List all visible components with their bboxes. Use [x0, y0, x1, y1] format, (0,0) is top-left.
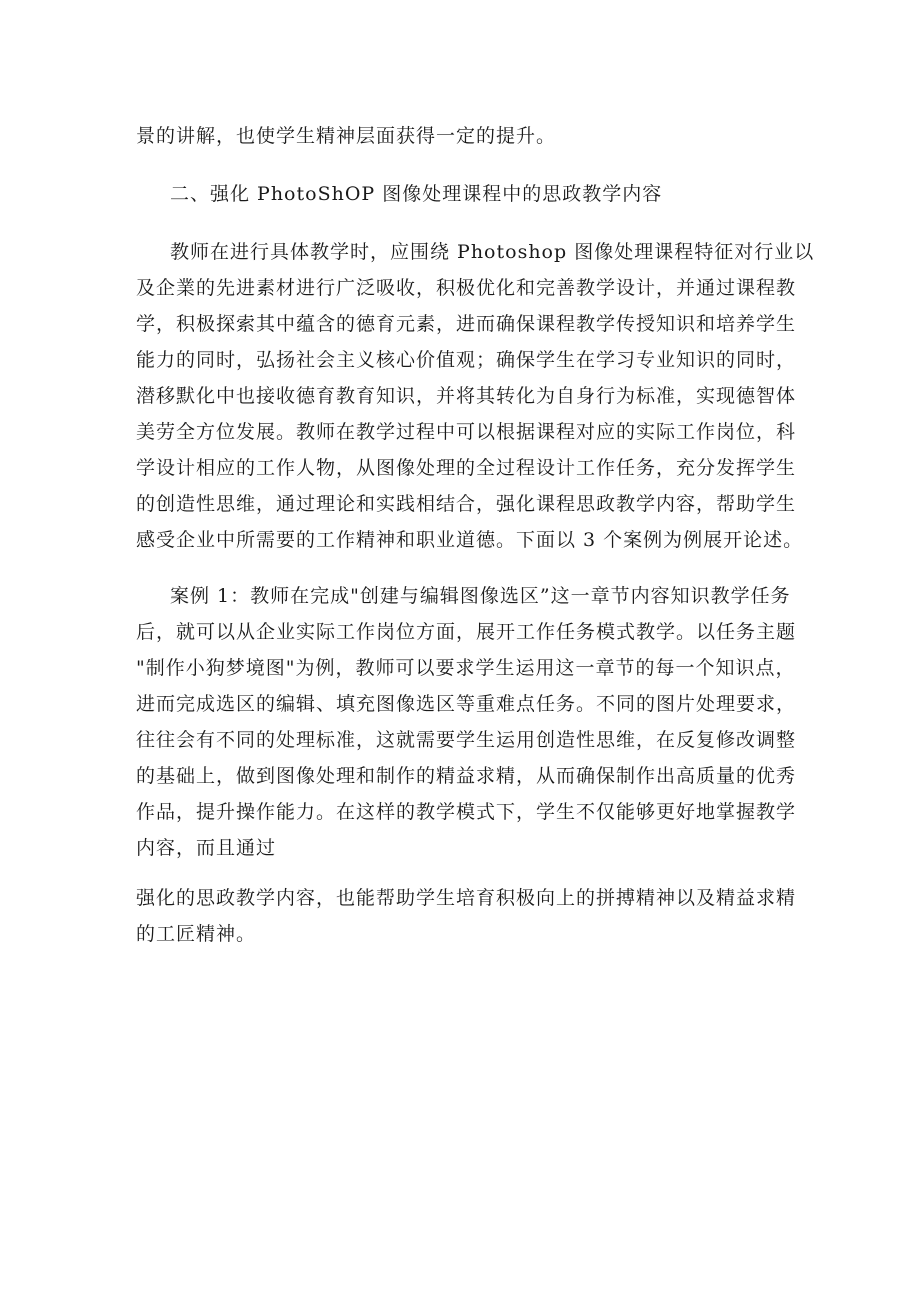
text-line: 后，就可以从企业实际工作岗位方面，展开工作任务模式教学。以任务主题	[136, 621, 797, 643]
text-line: 感受企业中所需要的工作精神和职业道德。下面以 3 个案例为例展开论述。	[136, 529, 804, 551]
text-line: 教师在进行具体教学时，应围绕 Photoshop 图像处理课程特征对行业以	[170, 241, 815, 263]
text-line: 往往会有不同的处理标准，这就需要学生运用创造性思维，在反复修改调整	[136, 729, 797, 751]
text-line: 内容，而且通过	[136, 837, 277, 859]
text-line: 学设计相应的工作人物，从图像处理的全过程设计工作任务，充分发挥学生	[136, 457, 797, 479]
text-line: 的创造性思维，通过理论和实践相结合，强化课程思政教学内容，帮助学生	[136, 493, 797, 515]
heading-text: 二、强化 PhotoShOP 图像处理课程中的思政教学内容	[170, 183, 663, 205]
text-line: 学，积极探索其中蕴含的德育元素，进而确保课程教学传授知识和培养学生	[136, 313, 797, 335]
text-line: "制作小狗梦境图"为例，教师可以要求学生运用这一章节的每一个知识点，	[136, 657, 796, 679]
paragraph-3	[136, 880, 797, 952]
section-heading	[136, 176, 788, 212]
text-line: 美劳全方位发展。教师在教学过程中可以根据课程对应的实际工作岗位，科	[136, 421, 797, 443]
text-line: 的基础上，做到图像处理和制作的精益求精，从而确保制作出高质量的优秀	[136, 765, 797, 787]
text-line: 潜移默化中也接收德育教育知识，并将其转化为自身行为标准，实现德智体	[136, 385, 797, 407]
text-line: 的工匠精神。	[136, 923, 257, 945]
text-line: 强化的思政教学内容，也能帮助学生培育积极向上的拼搏精神以及精益求精	[136, 887, 797, 909]
paragraph-intro-tail	[136, 118, 788, 154]
text-line: 进而完成选区的编辑、填充图像选区等重难点任务。不同的图片处理要求，	[136, 693, 797, 715]
paragraph-1	[136, 234, 815, 558]
text-line: 景的讲解，也使学生精神层面获得一定的提升。	[136, 125, 557, 147]
paragraph-2	[136, 578, 797, 866]
text-line: 能力的同时，弘扬社会主义核心价值观；确保学生在学习专业知识的同时，	[136, 349, 797, 371]
text-line: 及企業的先进素材进行广泛吸收，积极优化和完善教学设计，并通过课程教	[136, 277, 797, 299]
document-page	[136, 118, 815, 952]
text-line: 作品，提升操作能力。在这样的教学模式下，学生不仅能够更好地掌握教学	[136, 801, 797, 823]
text-line: 案例 1：教师在完成"创建与编辑图像选区”这一章节内容知识教学任务	[170, 585, 791, 607]
